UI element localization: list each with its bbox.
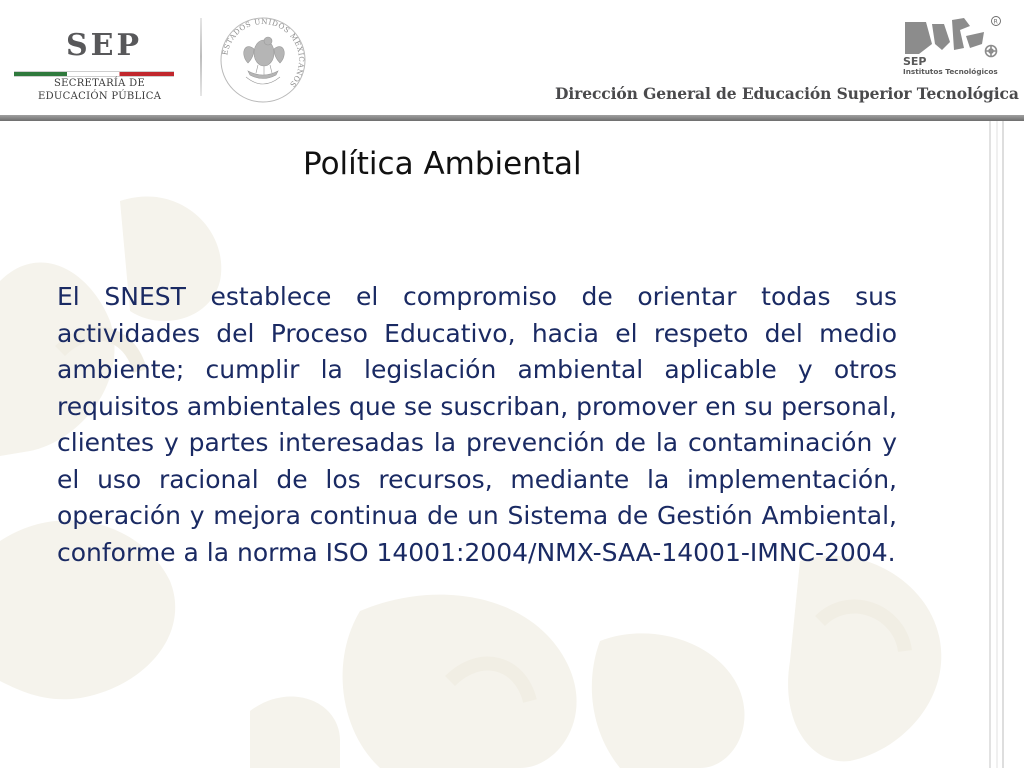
svg-text:R: R [993,18,998,26]
slide-title: Política Ambiental [303,146,582,182]
dgest-title: Dirección General de Educación Superior Tecnológica [555,84,1019,103]
policy-paragraph: El SNEST establece el compromiso de orientar todas sus actividades del Proceso Educativo, hacia el respeto del medio ambiente; cumplir la legislación ambiental aplicable y otros requisitos ambientales que se suscriban, promover en su personal, clientes y partes interesadas la prevención de la contaminación y el uso racional de los recursos, mediante la implementación, operación y mejora continua de un Sistema de Gestión Ambiental, conforme a la norma ISO 14001:2004/NMX-SAA-14001-IMNC-2004. [57,282,897,567]
right-decorative-lines [985,121,1024,768]
header-divider [200,18,202,96]
flag-color-bar [14,71,174,77]
slide-header [0,0,1024,118]
sep-logo [14,28,176,108]
seal-ring-text: ESTADOS UNIDOS MEXICANOS [220,16,307,90]
dgest-logo-icon [902,14,1002,76]
sep-logo-line2: EDUCACIÓN PÚBLICA [38,91,162,102]
sep-logo-line1: SECRETARÍA DE [54,78,146,89]
dgest-logo-sub: Institutos Tecnológicos [903,67,998,76]
mexican-seal-icon [218,15,308,105]
sep-logo-word: SEP [66,28,143,63]
dgest-logo-brand: SEP [903,55,927,68]
